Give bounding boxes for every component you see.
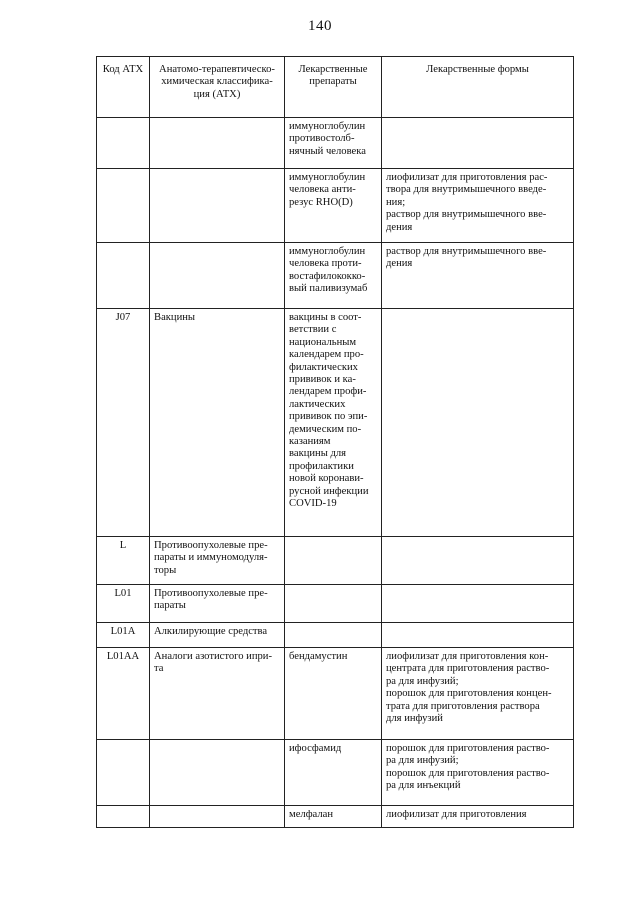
- cell-forms: [382, 623, 574, 648]
- cell-code: L01AA: [97, 648, 150, 740]
- cell-drug: бендамустин: [285, 648, 382, 740]
- header-code: Код АТХ: [97, 57, 150, 118]
- cell-classification: Алкилирующие средства: [150, 623, 285, 648]
- cell-forms: порошок для приготовления раство- ра для инфузий; порошок для приготовления раство- ра для инъекций: [382, 740, 574, 806]
- cell-forms: [382, 585, 574, 623]
- table-row: [97, 309, 574, 537]
- cell-code: L01A: [97, 623, 150, 648]
- cell-forms: раствор для внутримышечного вве- дения: [382, 243, 574, 309]
- cell-classification: [150, 243, 285, 309]
- table-row: [97, 243, 574, 309]
- cell-drug: иммуноглобулин человека анти- резус RHO(D): [285, 169, 382, 243]
- cell-code: [97, 169, 150, 243]
- cell-forms: [382, 118, 574, 169]
- cell-code: [97, 806, 150, 828]
- cell-forms: [382, 309, 574, 537]
- table-row: [97, 740, 574, 806]
- cell-drug: [285, 537, 382, 585]
- cell-forms: лиофилизат для приготовления рас- твора для внутримышечного введе- ния; раствор для внутримышечного вве- дения: [382, 169, 574, 243]
- table-row: [97, 623, 574, 648]
- cell-drug: ифосфамид: [285, 740, 382, 806]
- cell-forms: [382, 537, 574, 585]
- cell-drug: иммуноглобулин человека проти- востафилококко- вый паливизумаб: [285, 243, 382, 309]
- cell-drug: мелфалан: [285, 806, 382, 828]
- table-row: [97, 806, 574, 828]
- cell-forms: лиофилизат для приготовления: [382, 806, 574, 828]
- header-forms: Лекарственные формы: [382, 57, 574, 118]
- cell-code: [97, 118, 150, 169]
- cell-classification: [150, 740, 285, 806]
- cell-drug: иммуноглобулин противостолб- нячный человека: [285, 118, 382, 169]
- table-header-row: [97, 57, 574, 118]
- table-row: [97, 585, 574, 623]
- cell-classification: [150, 169, 285, 243]
- cell-forms: лиофилизат для приготовления кон- центрата для приготовления раство- ра для инфузий; порошок для приготовления концен- трата для приготовления раствора для инфузий: [382, 648, 574, 740]
- table-row: [97, 648, 574, 740]
- header-drugs: Лекарственные препараты: [285, 57, 382, 118]
- cell-classification: Противоопухолевые пре- параты: [150, 585, 285, 623]
- cell-code: [97, 243, 150, 309]
- cell-classification: Вакцины: [150, 309, 285, 537]
- cell-code: J07: [97, 309, 150, 537]
- atx-drug-table: [96, 56, 574, 828]
- cell-code: [97, 740, 150, 806]
- cell-classification: Аналоги азотистого ипри- та: [150, 648, 285, 740]
- cell-drug: [285, 585, 382, 623]
- cell-classification: [150, 806, 285, 828]
- cell-code: L: [97, 537, 150, 585]
- table-row: [97, 169, 574, 243]
- cell-drug: вакцины в соот- ветствии с национальным календарем про- филактических прививок и ка- лендарем профи- лактических прививок по эпи- демическим по- казаниям вакцины для профилактики новой коронави- русной инфекции COVID-19: [285, 309, 382, 537]
- table-row: [97, 537, 574, 585]
- header-classification: Анатомо-терапевтическо- химическая классифика- ция (АТХ): [150, 57, 285, 118]
- cell-classification: Противоопухолевые пре- параты и иммуномодуля- торы: [150, 537, 285, 585]
- cell-drug: [285, 623, 382, 648]
- page-number: 140: [308, 18, 332, 34]
- cell-classification: [150, 118, 285, 169]
- table-row: [97, 118, 574, 169]
- cell-code: L01: [97, 585, 150, 623]
